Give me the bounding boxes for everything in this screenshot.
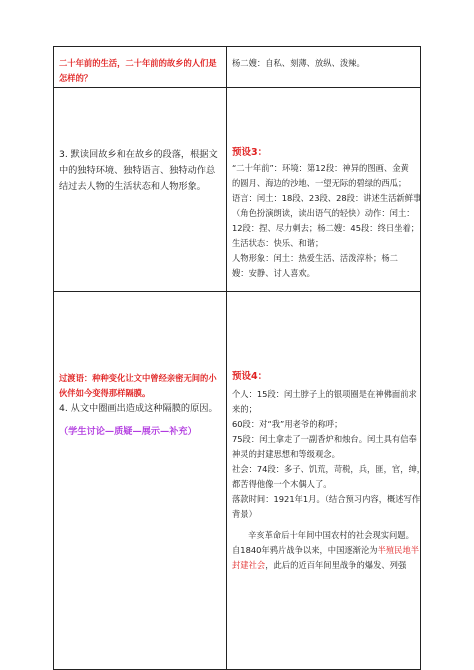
task-4: 4. 从文中圈画出造成这种隔膜的原因。 [59, 403, 218, 414]
preset-line: “二十年前”：环境：第12段：神异的图画、金黄 [232, 163, 409, 173]
preset-line: 嫂：安静、讨人喜欢。 [232, 268, 315, 278]
preset-3-title: 预设3： [232, 147, 268, 158]
preset-line: 75段：闰土拿走了一副香炉和烛台。闰土具有信奉 [232, 434, 417, 444]
background-line: 辛亥革命后十年间中国农村的社会现实问题。 [248, 530, 414, 540]
lesson-table [53, 46, 426, 670]
preset-line: 语言：闰土：18段、23段、28段：讲述生活新鲜事 [232, 193, 422, 203]
background-line [232, 543, 418, 558]
background-text: 自1840年鸦片战争以来，中国逐渐沦为 [232, 545, 378, 555]
preset-line: 都苦得他像一个木偶人了。 [232, 479, 332, 489]
highlight-term: 封建社会 [232, 560, 266, 570]
preset-line: 社会：74段：多子、饥荒，苛税，兵，匪，官，绅， [232, 464, 426, 474]
preset-line: 背景） [232, 509, 257, 519]
preset-line: 60段：对“我”用老爷的称呼； [232, 419, 343, 429]
task-3 [59, 147, 221, 195]
activity-note: （学生讨论—质疑—展示—补充） [59, 426, 197, 437]
preset-line: 的圆月、海边的沙地、一望无际的碧绿的西瓜； [232, 178, 407, 188]
yanger-description: 杨二嫂：自私、刻薄、放纵、泼辣。 [232, 58, 365, 68]
preset-line: 人物形象：闰土：热爱生活、活泼淳朴；杨二 [232, 253, 398, 263]
background-text: ，此后的近百年间里战争的爆发、列强 [265, 560, 407, 570]
transition-line: 过渡语：种种变化让文中曾经亲密无间的小 [59, 373, 217, 383]
column-divider [226, 47, 227, 669]
row-divider [54, 291, 420, 292]
preset-line: 12段：捏、尽力刺去；杨二嫂：45段：终日坐着； [232, 223, 420, 233]
preset-line: 来的； [232, 404, 257, 414]
preset-3 [232, 145, 422, 281]
preset-line: （角色扮演朗读，读出语气的轻快）动作：闰土： [232, 208, 415, 218]
task-line: 中的独特环境、独特语言、独特动作总 [59, 165, 216, 176]
preset-line: 神灵的封建思想和等级观念。 [232, 449, 340, 459]
preset-line: 生活状态：快乐、和谐； [232, 238, 324, 248]
preset-line: 落款时间：1921年1月。（结合预习内容，概述写作 [232, 494, 421, 504]
preset-line: 个人：15段：闰土脖子上的银项圈是在神佛面前求 [232, 389, 417, 399]
question-line: 二十年前的生活，二十年前的故乡的人们是 [59, 58, 217, 68]
row3-left [59, 371, 221, 440]
preset-4 [232, 369, 426, 573]
transition-line: 伙伴如今变得那样隔膜。 [59, 388, 151, 398]
background-line [232, 558, 418, 573]
preset-4-title: 预设4： [232, 371, 268, 382]
highlight-term: 半殖民地半 [377, 545, 420, 555]
task-line: 结过去人物的生活状态和人物形象。 [59, 181, 206, 192]
task-line: 3. 默读回故乡和在故乡的段落，根据文 [59, 149, 218, 160]
question-block [59, 56, 221, 86]
row-divider [54, 87, 420, 88]
question-line: 怎样的？ [59, 73, 93, 83]
